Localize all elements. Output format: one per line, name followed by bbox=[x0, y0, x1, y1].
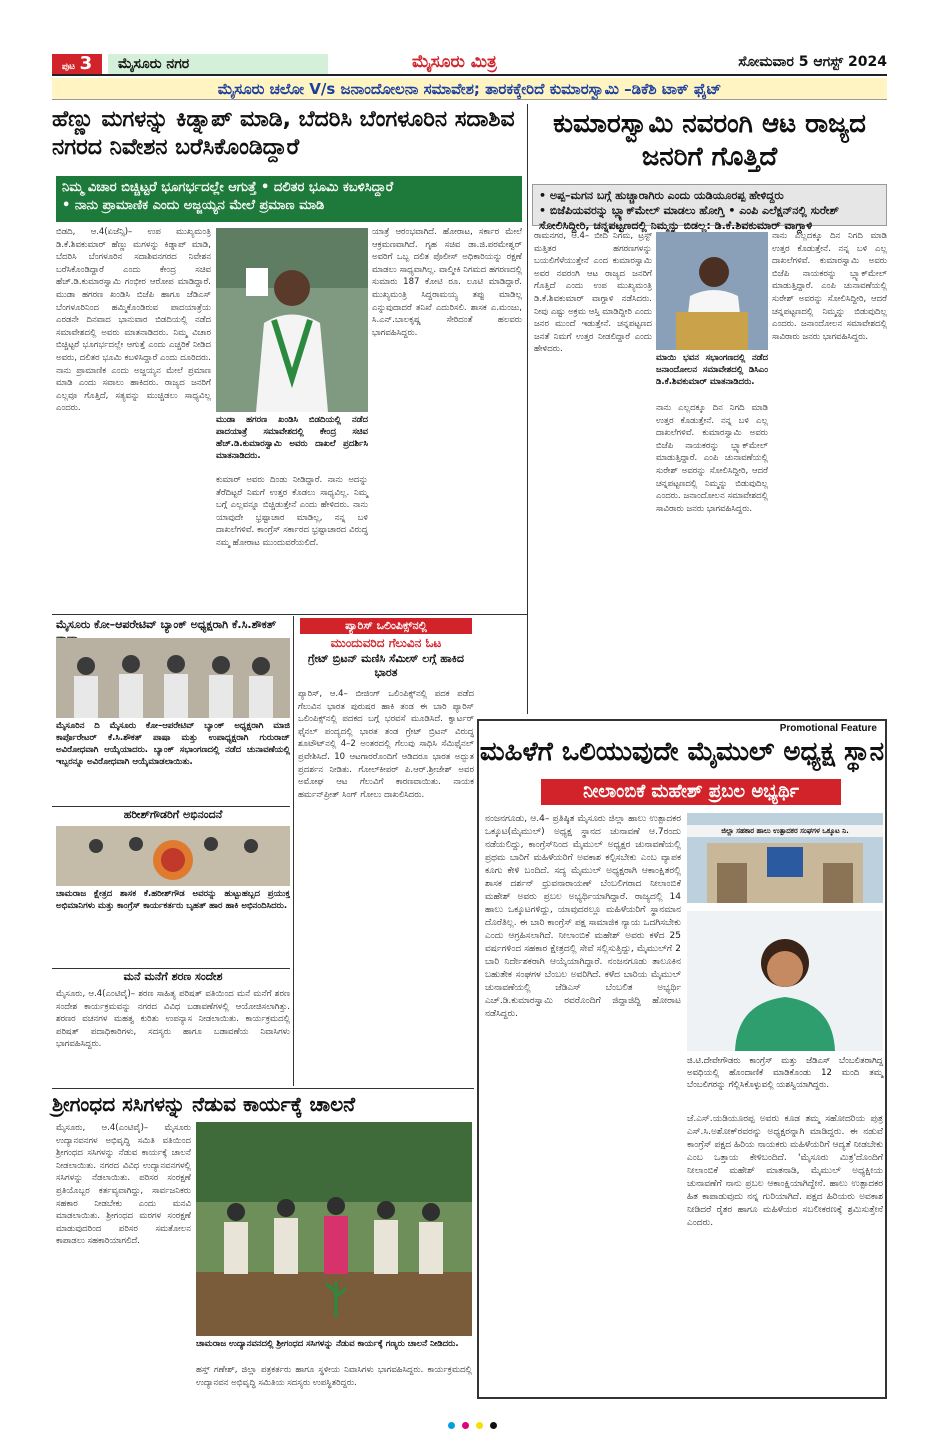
registration-marks bbox=[0, 1410, 945, 1424]
shivakumar-photo-graphic bbox=[656, 232, 768, 350]
sandalwood-planting-photo-graphic bbox=[196, 1122, 472, 1336]
story1-bullet-1: ನಿಮ್ಮ ವಿಚಾರ ಬಿಚ್ಚಿಟ್ಟರೆ ಭೂಗರ್ಭದಲ್ಲೇ ಆಗುತ್ತೆ bbox=[62, 180, 257, 195]
story2-bullet-2: ಬಿಜೆಪಿಯವರನ್ನು ಬ್ಲ್ಯಾಕ್‌ಮೇಲ್ ಮಾಡಲು ಹೋಗ್ತಿ bbox=[549, 204, 725, 217]
story3-photo bbox=[56, 638, 290, 718]
story2-bullet-3: ಎಂಪಿ ಎಲೆಕ್ಷನ್‌ನಲ್ಲಿ ಸುರೇಶ್ ಸೋಲಿಸಿದ್ದೀರಿ, ಚನ್ನಪಟ್ಟಣದಲ್ಲಿ ನಿಮ್ಮನ್ನು ಬಿಡಲ್ಲ: ಡಿ.ಕೆ.ಶಿವಕುಮಾರ್ ವಾಗ್ದಾಳಿ bbox=[539, 204, 839, 232]
story1-bullet-2: ದಲಿತರ ಭೂಮಿ ಕಬಳಿಸಿದ್ದಾರೆ bbox=[273, 180, 394, 195]
page-number-badge bbox=[52, 54, 102, 74]
building-sign-text: ಜಿಲ್ಲಾ ಸಹಕಾರ ಹಾಲು ಉತ್ಪಾದಕರ ಸಂಘಗಳ ಒಕ್ಕೂಟ ನಿ. bbox=[721, 827, 849, 835]
reg-dot-black bbox=[490, 1422, 497, 1429]
neelambike-portrait-graphic bbox=[687, 911, 883, 1051]
story1-photo bbox=[216, 228, 368, 412]
divider-horizontal-3 bbox=[52, 968, 290, 969]
story5-headline: ಮನೆ ಮನೆಗೆ ಶರಣ ಸಂದೇಶ bbox=[123, 970, 223, 983]
story2-text-col1b bbox=[656, 402, 768, 714]
story1-text-col1: ಬಿಡದಿ, ಆ.4(ಏಜೆನ್ಸಿ)– ಉಪ ಮುಖ್ಯಮಂತ್ರಿ ಡಿ.ಕೆ.ಶಿವಕುಮಾರ್ ಹೆಣ್ಣು ಮಗಳನ್ನು ಕಿಡ್ನಾಪ್ ಮಾಡಿ, ಬೆದರಿಸಿ ಬೆಂಗಳೂರಿನ ಸದಾಶಿವನಗರದ ನಿವೇಶನ ಬರೆಸಿಕೊಂಡಿದ್ದಾರೆ ಎಂದು ಕೇಂದ್ರ ಸಚಿವ ಹೆಚ್.ಡಿ.ಕುಮಾರಸ್ವಾಮಿ ಗಂಭೀರ ಆರೋಪ ಮಾಡಿದ್ದಾರೆ. ಮುಡಾ ಹಗರಣ ಖಂಡಿಸಿ ಬಿಜೆಪಿ ಹಾಗೂ ಜೆಡಿಎಸ್ ಬೆಂಗಳೂರಿನಿಂದ ಹಮ್ಮಿಕೊಂಡಿರುವ ಪಾದಯಾತ್ರೆಯ ಎರಡನೇ ದಿನವಾದ ಭಾನುವಾರ ಬಿಡದಿಯಲ್ಲಿ ನಡೆದ ಸಮಾವೇಶದಲ್ಲಿ ಅವರು ಮಾತನಾಡಿದರು. ನಿಮ್ಮ ವಿಚಾರ ಬಿಚ್ಚಿಟ್ಟರೆ ಭೂಗರ್ಭದಲ್ಲೇ ಆಗುತ್ತೆ ಎಂದು ಎಚ್ಚರಿಕೆ ನೀಡಿದ ಅವರು, ದಲಿತರ ಭೂಮಿ ಕಬಳಿಸಿದ್ದಾರೆ ಎಂದು ದೂರಿದರು. ನಾನು ಪ್ರಾಮಾಣಿಕ ಎಂದು ಅಜ್ಜಯ್ಯನ ಮೇಲೆ ಪ್ರಮಾಣ ಮಾಡಿ ಎಂದು ಸವಾಲು ಹಾಕಿದರು. ರಾಜ್ಯದ ಜನರಿಗೆ ಎಲ್ಲವೂ ಗೊತ್ತಿದೆ, ಸತ್ಯವನ್ನು ಮುಚ್ಚಿಡಲು ಸಾಧ್ಯವಿಲ್ಲ ಎಂದರು. bbox=[56, 227, 211, 414]
promo-portrait-caption: ಜಿ.ಟಿ.ದೇವೇಗೌಡರು ಕಾಂಗ್ರೆಸ್ ಮತ್ತು ಜೆಡಿಎಸ್ ಬೆಂಬಲಿತರಾಗಿದ್ದ ಅವಧಿಯಲ್ಲಿ ಹೊಂದಾಣಿಕೆ ಮಾಡಿಕೊಂಡು 12 ಮಂದಿ ತಮ್ಮ ಬೆಂಬಲಿಗರನ್ನು ಗೆಲ್ಲಿಸಿಕೊಳ್ಳುವಲ್ಲಿ ಯಶಸ್ವಿಯಾಗಿದ್ದರು. bbox=[687, 1056, 883, 1090]
story1-bullet-3: ನಾನು ಪ್ರಾಮಾಣಿಕ ಎಂದು ಅಜ್ಜಯ್ಯನ ಮೇಲೆ ಪ್ರಮಾಣ ಮಾಡಿ bbox=[74, 198, 325, 213]
story2-photo bbox=[656, 232, 768, 350]
promo-text-col2: ಜೆ.ಎಸ್.ಯಡಿಯೂರಪ್ಪ ಅವರು ಕೂಡ ತಮ್ಮ ಸಹೋದರಿಯ ಪುತ್ರ ಎಸ್.ಸಿ.ಅಶೋಕ್‌ರವರನ್ನು ಅಧ್ಯಕ್ಷರನ್ನಾಗಿ ಮಾಡಿದ್ದರು. ಈ ನಡುವೆ ಕಾಂಗ್ರೆಸ್ ಪಕ್ಷದ ಹಿರಿಯ ನಾಯಕರು ಮಹಿಳೆಯರಿಗೆ ಆದ್ಯತೆ ನೀಡಬೇಕು ಎಂಬ ಒತ್ತಾಯ ಕೇಳಿಬಂದಿದೆ. 'ಮೈಸೂರು ಮಿತ್ರ'ದೊಂದಿಗೆ ನೀಲಾಂಬಿಕೆ ಮಹೇಶ್ ಮಾತನಾಡಿ, ಮೈಮುಲ್ ಅಧ್ಯಕ್ಷೀಯ ಚುನಾವಣೆಗೆ ನಾನು ಪ್ರಬಲ ಆಕಾಂಕ್ಷಿಯಾಗಿದ್ದೇನೆ. ಹಾಲು ಉತ್ಪಾದಕರ ಹಿತ ಕಾಪಾಡುವುದು ನನ್ನ ಗುರಿಯಾಗಿದೆ. ಪಕ್ಷದ ಹಿರಿಯರು ಅವಕಾಶ ನೀಡಿದರೆ ರೈತರ ಹಾಗೂ ಮಹಿಳೆಯರ ಸಬಲೀಕರಣಕ್ಕೆ ಶ್ರಮಿಸುತ್ತೇನೆ ಎಂದರು. bbox=[687, 1114, 883, 1228]
promo-feature-box bbox=[477, 719, 887, 1399]
divider-horizontal-2 bbox=[52, 806, 290, 807]
felicitation-photo-graphic bbox=[56, 826, 290, 886]
story1-text-col3: ಯಾತ್ರೆ ಆರಂಭವಾಗಿದೆ. ಹೋರಾಟ, ಸರ್ಕಾರ ಮೇಲೆ ಆಕ್ರಮಣವಾಗಿದೆ. ಗೃಹ ಸಚಿವ ಡಾ.ಜಿ.ಪರಮೇಶ್ವರ್ ಅವರಿಗೆ ಒಬ್ಬ ದಲಿತ ಪೊಲೀಸ್ ಅಧಿಕಾರಿಯನ್ನು ರಕ್ಷಣೆ ಮಾಡಲು ಸಾಧ್ಯವಾಗಿಲ್ಲ. ವಾಲ್ಮೀಕಿ ನಿಗಮದ ಹಗರಣದಲ್ಲಿ ಸುಮಾರು 187 ಕೋಟಿ ರೂ. ಲೂಟಿ ಮಾಡಿದ್ದಾರೆ. ಮುಖ್ಯಮಂತ್ರಿ ಸಿದ್ದರಾಮಯ್ಯ ತಪ್ಪು ಮಾಡಿಲ್ಲ ಎನ್ನುವುದಾದರೆ ತನಿಖೆ ಎದುರಿಸಲಿ. ಶಾಸಕ ಎ.ಮಂಜು, ಸಿ.ಎನ್.ಬಾಲಕೃಷ್ಣ ಸೇರಿದಂತೆ ಹಲವರು ಭಾಗವಹಿಸಿದ್ದರು. bbox=[372, 227, 522, 338]
story6-kicker: ಪ್ಯಾರಿಸ್ ಒಲಿಂಪಿಕ್ಸ್‌ನಲ್ಲಿ bbox=[300, 618, 472, 634]
story6-headline2: ಗ್ರೇಟ್ ಬ್ರಿಟನ್ ಮಣಿಸಿ ಸೆಮೀಸ್ ಲಗ್ಗೆ ಹಾಕಿದ ಭಾರತ bbox=[307, 652, 465, 679]
story7-text2: ಹಸ್ತ್ ಗಣೇಶ್, ಜಿಲ್ಲಾ ಪತ್ರಕರ್ತರು ಹಾಗೂ ಸ್ಥಳೀಯ ನಿವಾಸಿಗಳು ಭಾಗವಹಿಸಿದ್ದರು. ಕಾರ್ಯಕ್ರಮದಲ್ಲಿ ಉದ್ಯಾನವನ ಅಭಿವೃದ್ಧಿ ಸಮಿತಿಯ ಸದಸ್ಯರು ಉಪಸ್ಥಿತರಿದ್ದರು. bbox=[196, 1365, 472, 1388]
story2-headline: ಕುಮಾರಸ್ವಾಮಿ ನವರಂಗಿ ಆಟ ರಾಜ್ಯದ ಜನರಿಗೆ ಗೊತ್ತಿದೆ bbox=[553, 109, 866, 172]
story2-continued: ನಾನು ಎಲ್ಲದಕ್ಕೂ ದಿನ ನಿಗದಿ ಮಾಡಿ ಉತ್ತರ ಕೊಡುತ್ತೇನೆ. ನನ್ನ ಬಳಿ ಎಲ್ಲ ದಾಖಲೆಗಳಿವೆ. ಕುಮಾರಸ್ವಾಮಿ ಅವರು ಬಿಜೆಪಿ ನಾಯಕರನ್ನು ಬ್ಲ್ಯಾಕ್‌ಮೇಲ್ ಮಾಡುತ್ತಿದ್ದಾರೆ. ಎಂಪಿ ಚುನಾವಣೆಯಲ್ಲಿ ಸುರೇಶ್ ಅವರನ್ನು ಸೋಲಿಸಿದ್ದೀರಿ, ಆದರೆ ಚನ್ನಪಟ್ಟಣದಲ್ಲಿ ನಿಮ್ಮನ್ನು ಬಿಡುವುದಿಲ್ಲ ಎಂದರು. ಜನಾಂದೋಲನ ಸಮಾವೇಶದಲ್ಲಿ ಸಾವಿರಾರು ಜನರು ಭಾಗವಹಿಸಿದ್ದರು. bbox=[656, 403, 768, 514]
promo-subtitle: ನೀಲಾಂಬಿಕೆ ಮಹೇಶ್ ಪ್ರಬಲ ಅಭ್ಯರ್ಥಿ bbox=[541, 779, 841, 805]
story4-caption: ಚಾಮರಾಜ ಕ್ಷೇತ್ರದ ಶಾಸಕ ಕೆ.ಹರೀಶ್‌ಗೌಡ ಅವರನ್ನು ಹುಟ್ಟುಹಬ್ಬದ ಪ್ರಯುಕ್ತ ಅಭಿಮಾನಿಗಳು ಮತ್ತು ಕಾಂಗ್ರೆಸ್ ಕಾರ್ಯಕರ್ತರು ಬೃಹತ್ ಹಾರ ಹಾಕಿ ಅಭಿನಂದಿಸಿದರು. bbox=[56, 889, 290, 911]
story2-text-col2: ನಾನು ಎಲ್ಲದಕ್ಕೂ ದಿನ ನಿಗದಿ ಮಾಡಿ ಉತ್ತರ ಕೊಡುತ್ತೇನೆ. ನನ್ನ ಬಳಿ ಎಲ್ಲ ದಾಖಲೆಗಳಿವೆ. ಕುಮಾರಸ್ವಾಮಿ ಅವರು ಬಿಜೆಪಿ ನಾಯಕರನ್ನು ಬ್ಲ್ಯಾಕ್‌ಮೇಲ್ ಮಾಡುತ್ತಿದ್ದಾರೆ. ಎಂಪಿ ಚುನಾವಣೆಯಲ್ಲಿ ಸುರೇಶ್ ಅವರನ್ನು ಸೋಲಿಸಿದ್ದೀರಿ, ಆದರೆ ಚನ್ನಪಟ್ಟಣದಲ್ಲಿ ನಿಮ್ಮನ್ನು ಬಿಡುವುದಿಲ್ಲ ಎಂದರು. ಜನಾಂದೋಲನ ಸಮಾವೇಶದಲ್ಲಿ ಸಾವಿರಾರು ಜನರು ಭಾಗವಹಿಸಿದ್ದರು. bbox=[772, 231, 887, 342]
divider-vertical-1 bbox=[527, 104, 528, 714]
kumaraswamy-photo-graphic bbox=[216, 228, 368, 412]
story2-bullet-1: ಅಪ್ಪ–ಮಗನ ಬಗ್ಗೆ ಹುಚ್ಚಾರಾಗಿರು ಎಂದು ಯಡಿಯೂರಪ್ಪ ಹೇಳಿದ್ದರು bbox=[549, 189, 784, 202]
promo-building-photo bbox=[687, 813, 883, 903]
story1-bullets: ನಿಮ್ಮ ವಿಚಾರ ಬಿಚ್ಚಿಟ್ಟರೆ ಭೂಗರ್ಭದಲ್ಲೇ ಆಗುತ್ತೆ • ದಲಿತರ ಭೂಮಿ ಕಬಳಿಸಿದ್ದಾರೆ • ನಾನು ಪ್ರಾಮಾಣಿಕ ಎಂದು ಅಜ್ಜಯ್ಯನ ಮೇಲೆ ಪ್ರಮಾಣ ಮಾಡಿ bbox=[56, 176, 522, 222]
reg-dot-cyan bbox=[448, 1422, 455, 1429]
divider-horizontal-1 bbox=[52, 614, 527, 615]
story4-headline: ಹರೀಶ್‌ಗೌಡರಿಗೆ ಅಭಿನಂದನೆ bbox=[123, 808, 223, 821]
bank-group-photo-graphic bbox=[56, 638, 290, 718]
story1-headline: ಹೆಣ್ಣು ಮಗಳನ್ನು ಕಿಡ್ನಾಪ್ ಮಾಡಿ, ಬೆದರಿಸಿ ಬೆಂಗಳೂರಿನ ಸದಾಶಿವ ನಗರದ ನಿವೇಶನ ಬರೆಸಿಕೊಂಡಿದ್ದಾರೆ bbox=[52, 107, 515, 160]
top-banner: ಮೈಸೂರು ಚಲೋ V/s ಜನಾಂದೋಲನಾ ಸಮಾವೇಶ; ತಾರಕಕ್ಕೇರಿದೆ ಕುಮಾರಸ್ವಾಮಿ –ಡಿಕೆಶಿ ಟಾಕ್ ಫೈಟ್ bbox=[52, 78, 887, 100]
story7-photo bbox=[196, 1122, 472, 1336]
page-header bbox=[52, 52, 887, 76]
promo-title: ಮಹಿಳೆಗೆ ಒಲಿಯುವುದೇ ಮೈಮುಲ್ ಅಧ್ಯಕ್ಷ ಸ್ಥಾನ bbox=[479, 737, 885, 767]
story6-headline1: ಮುಂದುವರಿದ ಗೆಲುವಿನ ಓಟ bbox=[330, 636, 442, 650]
promo-label: Promotional Feature bbox=[779, 723, 877, 734]
story3-caption: ಮೈಸೂರಿನ ದಿ ಮೈಸೂರು ಕೋ–ಆಪರೇಟಿವ್ ಬ್ಯಾಂಕ್ ಅಧ್ಯಕ್ಷರಾಗಿ ಮಾಜಿ ಕಾರ್ಪೊರೇಟರ್ ಕೆ.ಸಿ.ಶೌಕತ್ ಪಾಷಾ ಮತ್ತು ಉಪಾಧ್ಯಕ್ಷರಾಗಿ ಗುರುರಾಜ್ ಅವಿರೋಧವಾಗಿ ಆಯ್ಕೆಯಾದರು. ಬ್ಯಾಂಕ್ ಸಭಾಂಗಣದಲ್ಲಿ ನಡೆದ ಚುನಾವಣೆಯಲ್ಲಿ ಇಬ್ಬರನ್ನೂ ಅವಿರೋಧವಾಗಿ ಆಯ್ಕೆಮಾಡಲಾಯಿತು. bbox=[56, 721, 290, 767]
story2-photo-caption: ಮಾಯಿ ಭವನ ಸಭಾಂಗಣದಲ್ಲಿ ನಡೆದ ಜನಾಂದೋಲನ ಸಮಾವೇಶದಲ್ಲಿ ಡಿಸಿಎಂ ಡಿ.ಕೆ.ಶಿವಕುಮಾರ್ ಮಾತನಾಡಿದರು. bbox=[656, 353, 768, 387]
divider-vertical-2 bbox=[293, 616, 294, 1086]
story1-text-col2: ಕುಮಾರ್ ಅವರು ದಿಂಡು ನೀಡಿದ್ದಾರೆ. ನಾನು ಅದನ್ನು ತೆರೆದಿಟ್ಟರೆ ನಿಮಗೆ ಉತ್ತರ ಕೊಡಲು ಸಾಧ್ಯವಿಲ್ಲ. ನಿಮ್ಮ ಬಗ್ಗೆ ಎಲ್ಲವನ್ನೂ ಬಿಚ್ಚಿಡುತ್ತೇನೆ ಎಂದು ಹೇಳಿದರು. ನಾನು ಯಾವುದೇ ಭ್ರಷ್ಟಾಚಾರ ಮಾಡಿಲ್ಲ, ನನ್ನ ಬಳಿ ದಾಖಲೆಗಳಿವೆ. ಕಾಂಗ್ರೆಸ್ ಸರ್ಕಾರದ ಭ್ರಷ್ಟಾಚಾರದ ವಿರುದ್ಧ ನಮ್ಮ ಹೋರಾಟ ಮುಂದುವರೆಯಲಿದೆ. bbox=[216, 475, 368, 548]
story7-caption: ಚಾಮರಾಜ ಉದ್ಯಾನವನದಲ್ಲಿ ಶ್ರೀಗಂಧದ ಸಸಿಗಳನ್ನು ನೆಡುವ ಕಾರ್ಯಕ್ಕೆ ಗಣ್ಯರು ಚಾಲನೆ ನೀಡಿದರು. bbox=[196, 1339, 459, 1349]
divider-horizontal-4 bbox=[52, 1088, 474, 1089]
story2-bullets: • ಅಪ್ಪ–ಮಗನ ಬಗ್ಗೆ ಹುಚ್ಚಾರಾಗಿರು ಎಂದು ಯಡಿಯೂರಪ್ಪ ಹೇಳಿದ್ದರು • ಬಿಜೆಪಿಯವರನ್ನು ಬ್ಲ್ಯಾಕ್‌ಮೇಲ್ ಮಾಡಲು ಹೋಗ್ತಿ • ಎಂಪಿ ಎಲೆಕ್ಷನ್‌ನಲ್ಲಿ ಸುರೇಶ್ ಸೋಲಿಸಿದ್ದೀರಿ, ಚನ್ನಪಟ್ಟಣದಲ್ಲಿ ನಿಮ್ಮನ್ನು ಬಿಡಲ್ಲ: ಡಿ.ಕೆ.ಶಿವಕುಮಾರ್ ವಾಗ್ದಾಳಿ bbox=[532, 184, 887, 226]
story7-text: ಮೈಸೂರು, ಆ.4(ಎಂಟಿವೈ)– ಮೈಸೂರು ಉದ್ಯಾನವನಗಳ ಅಭಿವೃದ್ಧಿ ಸಮಿತಿ ವತಿಯಿಂದ ಶ್ರೀಗಂಧದ ಸಸಿಗಳನ್ನು ನೆಡುವ ಕಾರ್ಯಕ್ಕೆ ಚಾಲನೆ ನೀಡಲಾಯಿತು. ನಗರದ ವಿವಿಧ ಉದ್ಯಾನವನಗಳಲ್ಲಿ ಸಸಿಗಳನ್ನು ನೆಡಲಾಯಿತು. ಪರಿಸರ ಸಂರಕ್ಷಣೆ ಪ್ರತಿಯೊಬ್ಬರ ಕರ್ತವ್ಯವಾಗಿದ್ದು, ಸಾರ್ವಜನಿಕರು ಸಹಕಾರ ನೀಡಬೇಕು ಎಂದು ಮನವಿ ಮಾಡಲಾಯಿತು. ಶ್ರೀಗಂಧದ ಮರಗಳ ಸಂರಕ್ಷಣೆ ಮಾಡುವುದರಿಂದ ಪರಿಸರ ಸಮತೋಲನ ಕಾಪಾಡಲು ಸಹಕಾರಿಯಾಗಲಿದೆ. bbox=[56, 1123, 191, 1247]
section-name: ಮೈಸೂರು ನಗರ bbox=[108, 54, 328, 74]
story4-photo bbox=[56, 826, 290, 886]
story7-headline: ಶ್ರೀಗಂಧದ ಸಸಿಗಳನ್ನು ನೆಡುವ ಕಾರ್ಯಕ್ಕೆ ಚಾಲನೆ bbox=[52, 1092, 356, 1116]
issue-date: ಸೋಮವಾರ 5 ಆಗಸ್ಟ್ 2024 bbox=[738, 54, 887, 70]
story2-text-col1: ರಾಮನಗರ, ಆ.4– ಬೀದಿ ನಿಗಮ, ಟ್ರಸ್ಟ್ ಮತ್ತಿತರ ಹಗರಣಗಳನ್ನು ಬಯಲಿಗೆಳೆಯುತ್ತೇನೆ ಎಂದ ಕುಮಾರಸ್ವಾಮಿ ಅವರ ನವರಂಗಿ ಆಟ ರಾಜ್ಯದ ಜನರಿಗೆ ಗೊತ್ತಿದೆ ಎಂದು ಉಪ ಮುಖ್ಯಮಂತ್ರಿ ಡಿ.ಕೆ.ಶಿವಕುಮಾರ್ ವಾಗ್ದಾಳಿ ನಡೆಸಿದರು. ನೀವು ಎಷ್ಟು ಅಕ್ರಮ ಆಸ್ತಿ ಮಾಡಿದ್ದೀರಿ ಎಂದು ಜನರ ಮುಂದೆ ಇಡುತ್ತೇನೆ. ಚನ್ನಪಟ್ಟಣದ ಜನತೆ ನಿಮಗೆ ಉತ್ತರ ನೀಡಲಿದ್ದಾರೆ ಎಂದು ಹೇಳಿದರು. bbox=[534, 231, 652, 355]
page-label: ಪುಟ bbox=[61, 62, 76, 72]
story6-text: ಪ್ಯಾರಿಸ್, ಆ.4– ಬೀಜಿಂಗ್ ಒಲಿಂಪಿಕ್ಸ್‌ನಲ್ಲಿ ಪದಕ ಪಡೆದ ಗೆಲುವಿನ ಭಾರತ ಪುರುಷರ ಹಾಕಿ ತಂಡ ಈ ಬಾರಿ ಪ್ಯಾರಿಸ್ ಒಲಿಂಪಿಕ್ಸ್‌ನಲ್ಲಿ ಪದಕದ ಬಗ್ಗೆ ಭರವಸೆ ಮೂಡಿಸಿದೆ. ಕ್ವಾರ್ಟರ್ ಫೈನಲ್ ಪಂದ್ಯದಲ್ಲಿ ಭಾರತ ತಂಡ ಗ್ರೇಟ್ ಬ್ರಿಟನ್ ವಿರುದ್ಧ ಶೂಟೌಟ್‌ನಲ್ಲಿ 4–2 ಅಂತರದಲ್ಲಿ ಗೆಲುವು ಸಾಧಿಸಿ ಸೆಮಿಫೈನಲ್ ಪ್ರವೇಶಿಸಿದೆ. 10 ಆಟಗಾರರೊಂದಿಗೆ ಆಡಿದರೂ ಭಾರತ ಅದ್ಭುತ ಪ್ರದರ್ಶನ ನೀಡಿತು. ಗೋಲ್‌ಕೀಪರ್ ಪಿ.ಆರ್.ಶ್ರೀಜೇಶ್ ಅವರ ಅಮೋಘ ಆಟ ಗೆಲುವಿಗೆ ಕಾರಣವಾಯಿತು. ನಾಯಕ ಹರ್ಮನ್‌ಪ್ರೀತ್ ಸಿಂಗ್ ಗೋಲು ದಾಖಲಿಸಿದರು. bbox=[298, 689, 474, 800]
story1-photo-caption: ಮುಡಾ ಹಗರಣ ಖಂಡಿಸಿ ಬಿಡದಿಯಲ್ಲಿ ನಡೆದ ಪಾದಯಾತ್ರೆ ಸಮಾವೇಶದಲ್ಲಿ ಕೇಂದ್ರ ಸಚಿವ ಹೆಚ್.ಡಿ.ಕುಮಾರಸ್ವಾಮಿ ಅವರು ದಾಖಲೆ ಪ್ರದರ್ಶಿಸಿ ಮಾತನಾಡಿದರು. bbox=[216, 415, 368, 461]
reg-dot-magenta bbox=[462, 1422, 469, 1429]
reg-dot-yellow bbox=[476, 1422, 483, 1429]
promo-text-col1: ನಂಜನಗೂಡು, ಆ.4– ಪ್ರತಿಷ್ಠಿತ ಮೈಸೂರು ಜಿಲ್ಲಾ ಹಾಲು ಉತ್ಪಾದಕರ ಒಕ್ಕೂಟ(ಮೈಮುಲ್) ಅಧ್ಯಕ್ಷ ಸ್ಥಾನದ ಚುನಾವಣೆ ಆ.7ರಂದು ನಡೆಯಲಿದ್ದು, ಕಾಂಗ್ರೆಸ್‌ನಿಂದ ಮೈಮುಲ್ ಅಧ್ಯಕ್ಷರ ಚುನಾವಣೆಯಲ್ಲಿ ಪ್ರಥಮ ಬಾರಿಗೆ ಮಹಿಳೆಯರಿಗೆ ಅವಕಾಶ ಕಲ್ಪಿಸಬೇಕು ಎಂಬ ವ್ಯಾಪಕ ಕೂಗು ಕೇಳಿ ಬಂದಿದೆ. ಸದ್ಯ ಮೈಮುಲ್ ಅಧ್ಯಕ್ಷರಾಗಿ ಆಕಾಂಕ್ಷಿತರಲ್ಲಿ ಶಾಸಕ ದರ್ಶನ್ ಧ್ರುವನಾರಾಯಣ್ ಬೆಂಬಲಿಗರಾದ ನೀಲಾಂಬಿಕೆ ಮಹೇಶ್ ಅವರು ಪ್ರಬಲ ಅಭ್ಯರ್ಥಿಯಾಗಿದ್ದಾರೆ. ರಾಜ್ಯದಲ್ಲಿ 14 ಹಾಲು ಒಕ್ಕೂಟಗಳಿದ್ದು, ಯಾವುದರಲ್ಲೂ ಮಹಿಳೆಯರಿಗೆ ಸ್ಥಾನಮಾನ ದೊರೆತಿಲ್ಲ. ಈ ಬಾರಿ ಕಾಂಗ್ರೆಸ್ ಪಕ್ಷ ಸಾಮಾಜಿಕ ನ್ಯಾಯ ಒದಗಿಸಬೇಕು ಎಂದು ಆಗ್ರಹಿಸಲಾಗಿದೆ. ನೀಲಾಂಬಿಕೆ ಮಹೇಶ್ ಅವರು ಕಳೆದ 25 ವರ್ಷಗಳಿಂದ ಸಹಕಾರ ಕ್ಷೇತ್ರದಲ್ಲಿ ಸೇವೆ ಸಲ್ಲಿಸುತ್ತಿದ್ದು, ಮೈಮುಲ್‌ಗೆ 2 ಬಾರಿ ನಿರ್ದೇಶಕರಾಗಿ ಆಯ್ಕೆಯಾಗಿದ್ದಾರೆ. ನಂಜನಗೂಡು ತಾಲೂಕಿನ ಬಹುತೇಕ ಸಂಘಗಳ ಬೆಂಬಲ ಅವರಿಗಿದೆ. ಕಳೆದ ಬಾರಿಯ ಮೈಮುಲ್ ಚುನಾವಣೆಯಲ್ಲಿ ಜೆಡಿಎಸ್ ಬೆಂಬಲಿತ ಅಭ್ಯರ್ಥಿ ಎಚ್.ಡಿ.ಕುಮಾರಸ್ವಾಮಿ ರವರೊಂದಿಗೆ ಜಿದ್ದಾಜಿದ್ದಿ ಹೋರಾಟ ನಡೆಸಿದ್ದರು. bbox=[485, 814, 681, 1019]
page-number: 3 bbox=[79, 53, 93, 74]
promo-portrait-photo bbox=[687, 911, 883, 1051]
story5-text: ಮೈಸೂರು, ಆ.4(ಎಂಟಿವೈ)– ಶರಣ ಸಾಹಿತ್ಯ ಪರಿಷತ್ ವತಿಯಿಂದ ಮನೆ ಮನೆಗೆ ಶರಣ ಸಂದೇಶ ಕಾರ್ಯಕ್ರಮವನ್ನು ನಗರದ ವಿವಿಧ ಬಡಾವಣೆಗಳಲ್ಲಿ ಆಯೋಜಿಸಲಾಗಿತ್ತು. ಶರಣರ ವಚನಗಳ ಮಹತ್ವ ಕುರಿತು ಉಪನ್ಯಾಸ ನೀಡಲಾಯಿತು. ಕಾರ್ಯಕ್ರಮದಲ್ಲಿ ಪರಿಷತ್ ಪದಾಧಿಕಾರಿಗಳು, ಸದಸ್ಯರು ಹಾಗೂ ಬಡಾವಣೆಯ ನಿವಾಸಿಗಳು ಭಾಗವಹಿಸಿದ್ದರು. bbox=[56, 989, 290, 1050]
story3-headline: ಮೈಸೂರು ಕೋ–ಆಪರೇಟಿವ್ ಬ್ಯಾಂಕ್ ಅಧ್ಯಕ್ಷರಾಗಿ ಕೆ.ಸಿ.ಶೌಕತ್ bbox=[56, 618, 277, 631]
masthead: ಮೈಸೂರು ಮಿತ್ರ bbox=[412, 52, 497, 72]
